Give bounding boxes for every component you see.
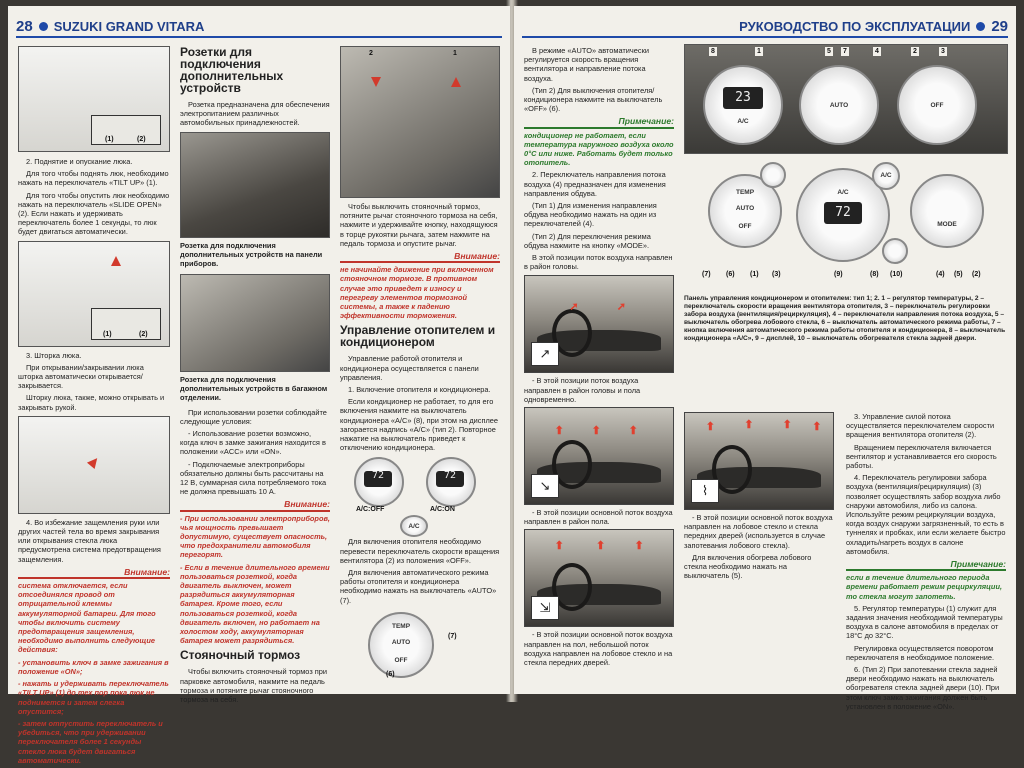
paragraph: При открывании/закрывании люка шторка автоматически открывается/закрывается. [18, 362, 144, 391]
warning-title: Внимание: [180, 500, 330, 511]
warning-step: - затем отпустить переключатель и убедиться, что при удерживании переключателя более 1 секунды стекло люка будет двигаться автоматически. [18, 718, 163, 765]
sunroof-figure-3 [18, 416, 170, 514]
fig-caption-off: A/C:OFF [356, 506, 385, 514]
paragraph: При использовании розетки соблюдайте следующие условия: [180, 407, 327, 426]
small-button[interactable] [760, 162, 786, 188]
paragraph: 3. Управление силой потока осуществляется переключателем скорости вращения вентилятора отопителя (2). [846, 412, 995, 440]
fig-tag: (7) [448, 632, 457, 640]
temp-knob-figure [340, 608, 500, 678]
fig-caption-on: A/C:ON [430, 506, 455, 514]
paragraph: Шторку люка, также, можно открывать и закрывать рукой. [18, 393, 165, 412]
paragraph: (Тип 1) Для изменения направления обдува необходимо нажать на один из переключателей (4). [524, 201, 657, 229]
right-page [514, 6, 1016, 711]
paragraph: - Подключаемые электроприборы обязательно должны быть рассчитаны на 12 В, суммарная сила потребляемого тока не должна превышать 10 А. [180, 459, 327, 497]
fig-tag: (6) [386, 670, 395, 678]
left-col-1 [18, 46, 170, 768]
paragraph: - Использование розетки возможно, когда ключ в замке зажигания находится в положении «ACC» или «ON». [180, 429, 326, 457]
right-col-1 [524, 46, 674, 670]
paragraph: 6. (Тип 2) При запотевании стекла задней двери необходимо нажать на выключатель обогревателя стекла задней двери (10). При этом ключ замка зажигания должен быть установлен в положение «ON». [846, 665, 1000, 711]
paragraph: 3. Шторка люка. [26, 350, 82, 360]
airflow-head-floor-icon: ↘ [531, 474, 559, 498]
paragraph: 2. Переключатель направления потока воздуха (4) предназначен для изменения направления обдува. [524, 170, 666, 198]
paragraph: Для того чтобы поднять люк, необходимо нажать на переключатель «TILT UP» (1). [18, 169, 169, 188]
warning-text: - Если в течение длительного времени пользоваться розеткой, когда двигатель выключен, может разрядиться аккумуляторная батарея. Кроме того, если пользоваться розеткой, когда двигатель включен, но работает на холостом ходу, аккумуляторная батарея может разрядиться. [180, 562, 330, 646]
figure-caption: - В этой позиции основной поток воздуха направлен в район пола. [524, 508, 673, 527]
paragraph: Для включения автоматического режима работы отопителя и кондиционера необходимо нажать на выключатель «AUTO» (7). [340, 568, 497, 605]
fig-tag: 1 [453, 50, 457, 57]
paragraph: 4. Во избежание защемления руки или других частей тела во время закрывания или открывания стекла люка предусмотрена система предотвращения защемления. [18, 517, 161, 564]
warning-step: - нажать и удерживать переключатель «TILT UP» (1) до тех пор пока люк не поднимется и затем слегка опустится; [18, 679, 169, 716]
figure-caption: - В этой позиции поток воздуха направлен в район головы и пола одновременно. [524, 376, 641, 404]
paragraph: Регулировка осуществляется поворотом переключателя в необходимое положение. [846, 643, 995, 662]
right-col-2 [684, 412, 834, 583]
center-display: A/C 72 [796, 168, 890, 262]
paragraph: В режиме «AUTO» автоматически регулируется скорость вращения вентилятора и направление потока воздуха. [524, 46, 649, 83]
warning-text: - При использовании электроприборов, чья мощность превышает допустимую, существует опасность, что предохранители автомобиля перегорят. [180, 513, 330, 560]
defrost-icon: ⌇ [691, 479, 719, 503]
display-dial: 23 A/C [703, 65, 783, 145]
panel-type1-photo: 8 1 5 7 4 2 3 23 A/C AUTO OFF [684, 44, 1008, 154]
left-page-header [16, 16, 204, 36]
left-col-2 [180, 46, 330, 707]
fig-tag: (2) [137, 136, 146, 143]
paragraph: 1. Включение отопителя и кондиционера. [348, 385, 491, 395]
warning-text: система отключается, если отсоединялся провод от отрицательной клеммы аккумуляторной батареи. Для того чтобы включить систему предотвращения защемления, необходимо выполнить следующие действия: [18, 581, 156, 655]
fig-tag: (1) [105, 136, 114, 143]
sunroof-figure-1 [18, 46, 170, 152]
paragraph: Для включения обогрева лобового стекла необходимо нажать на выключатель (5). [684, 552, 812, 581]
bullet-icon [39, 22, 48, 31]
left-col-3 [340, 46, 500, 678]
airflow-defrost-photo: ⬆ ⬆ ⬆ ⬆ ⌇ [684, 412, 834, 510]
arrow-icon [371, 77, 381, 87]
knob-label-temp: TEMP [391, 622, 411, 630]
airflow-head-photo: ➚ ➚ ↗ [524, 275, 674, 373]
paragraph: (Тип 2) Для выключения отопителя/кондиционера нажмите на выключатель «OFF» (6). [524, 85, 663, 114]
paragraph: 4. Переключатель регулировки забора воздуха (вентиляция/рециркуляция) (3) позволяет осуществлять забор воздуха либо снаружи автомобиля, либо из салона. Используйте режим рециркуляции воздуха, когда воздух снаружи загрязненный, то есть в туннелях и пробках, или если желаете быстро охладить/нагреть воздух в салоне автомобиля. [846, 473, 1006, 556]
parking-brake-photo [340, 46, 500, 198]
section-title: Стояночный тормоз [180, 648, 301, 663]
paragraph: (Тип 2) Для переключения режима обдува нажмите на кнопку «MODE». [524, 231, 651, 250]
page-number: 29 [991, 17, 1008, 35]
warning-text: не начинайте движение при включенном стояночном тормозе. В противном случае это приведет к износу и перегреву элементов тормозной системы, а также к падению эффективности торможения. [340, 265, 494, 321]
paragraph: Чтобы выключить стояночный тормоз, потяните рычаг стояночного тормоза на себя, нажмите и удерживайте кнопку, находящуюся в торце рукоятки рычага, затем нажмите на педаль тормоза и опустите рычаг. [340, 202, 498, 248]
right-col-3 [846, 412, 1006, 714]
paragraph: Для включения отопителя необходимо перевести переключатель скорости вращения вентилятора (2) из положения «OFF». [340, 537, 500, 565]
page-number: 28 [16, 17, 33, 35]
airflow-head-icon: ↗ [531, 342, 559, 366]
arrow-icon [451, 77, 461, 87]
temp-display: 23 [723, 87, 763, 109]
warning-step: - установить ключ в замке зажигания в положение «ON»; [18, 657, 169, 676]
figure-caption: Розетка для подключения дополнительных устройств на панели приборов. [180, 240, 323, 268]
paragraph: В этой позиции поток воздуха направлен в район головы. [524, 253, 673, 272]
figure-caption: Розетка для подключения дополнительных устройств в багажном отделении. [180, 374, 328, 402]
socket-trunk-photo [180, 274, 330, 372]
display-on-dial: 72 [426, 457, 476, 507]
socket-dash-photo [180, 132, 330, 238]
airflow-floor-icon: ⇲ [531, 596, 559, 620]
note-text: кондиционер не работает, если температура наружного воздуха около 0°С или ниже. Работать будет только отопитель. [524, 130, 674, 168]
paragraph: Розетка предназначена для обеспечения электропитанием различных автомобильных принадлежностей. [180, 100, 330, 128]
fig-tag: 2 [369, 50, 373, 57]
airflow-floor-photo: ⬆ ⬆ ⬆ ⇲ [524, 529, 674, 627]
arrow-icon [87, 455, 101, 469]
section-title: Розетки для подключения дополнительных устройств [180, 45, 284, 95]
bullet-icon [976, 22, 985, 31]
fig-tag: (2) [139, 330, 148, 338]
figure-caption: - В этой позиции основной поток воздуха направлен на пол, небольшой поток воздуха направлен на лобовое стекло и на стекла передних дверей. [524, 630, 673, 668]
paragraph: Управление работой отопителя и кондиционера осуществляется с панели управления. [340, 354, 479, 382]
temp-knob[interactable]: TEMP AUTO OFF [708, 174, 782, 248]
ac-button[interactable]: A/C [872, 162, 900, 190]
paragraph: Если кондиционер не работает, то для его включения нажмите на выключатель кондиционера «A/C» (8), при этом на дисплее загорается надпись «A/C» (тип 2). Повторное нажатие на выключатель приведет к отключению кондиционера. [340, 397, 498, 453]
sunroof-figure-2 [18, 241, 170, 347]
switch-inset [91, 308, 161, 340]
ac-display-figure [340, 455, 500, 533]
note-text: если в течение длительного периода времени работает режим рециркуляции, то стекла могут запотеть. [846, 573, 1003, 601]
figure-caption: - В этой позиции основной поток воздуха направлен на лобовое стекло и стекла передних дверей (используется в случае запотевания лобового стекла). [684, 513, 833, 550]
paragraph: Для того чтобы опустить люк необходимо нажать на переключатель «SLIDE OPEN» (2). Если нажать и удерживать переключатель более 1 секунды, то люк будет двигаться автоматически. [18, 190, 170, 237]
paragraph: 2. Поднятие и опускание люка. [26, 157, 133, 166]
paragraph: Чтобы включить стояночный тормоз при парковке автомобиля, нажмите на педаль тормоза и потяните рычаг стояночного тормоза на себя. [180, 667, 328, 705]
panel-caption: Панель управления кондиционером и отопителем: тип 1; 2. 1 – регулятор температуры, 2 – переключатель скорости вращения вентилятора отопителя, 3 – переключатель регулировки забора воздуха (вентиляция/рециркуляция), 4 – переключатели направления потока воздуха, 5 – выключатель обогрева лобового стекла, 6 – выключатель автоматического режима работы, 7 – кнопка включения автоматического режима работы отопителя и кондиционера, 8 – выключатель кондиционера «A/C», 9 – дисплей, 10 – выключатель обогревателя стекла задней двери. [684, 295, 1006, 342]
temp-knob [368, 612, 434, 678]
ac-button: A/C [400, 515, 428, 537]
warning-title: Внимание: [340, 252, 500, 263]
fig-tag: (1) [103, 330, 112, 338]
note-title: Примечание: [524, 117, 674, 128]
fan-dial: OFF [897, 65, 977, 145]
display-off-dial: 72 [354, 457, 404, 507]
paragraph: 5. Регулятор температуры (1) служит для задания значения необходимой температуры воздуха в салоне автомобиля в пределах от 18°С до 32°С. [846, 603, 1003, 641]
knob-label-auto: AUTO [391, 638, 411, 646]
right-page-header [739, 16, 1008, 36]
brand-title: SUZUKI GRAND VITARA [53, 18, 205, 34]
manual-title: РУКОВОДСТВО ПО ЭКСПЛУАТАЦИИ [739, 18, 971, 34]
panel-figure [684, 44, 1008, 349]
mode-knob[interactable]: MODE [910, 174, 984, 248]
mode-dial: AUTO [799, 65, 879, 145]
header-rule [16, 36, 502, 38]
paragraph: Вращением переключателя включается вентилятор и устанавливается его скорость работы. [846, 442, 997, 471]
header-rule [522, 36, 1008, 38]
knob-label-off: OFF [394, 656, 408, 664]
section-title: Управление отопителем и кондиционером [340, 323, 496, 350]
switch-inset [91, 115, 161, 145]
rear-defrost-button[interactable] [882, 238, 908, 264]
panel-type2-diagram: TEMP AUTO OFF A/C 72 A/C MODE (7) (6) (1) (3) (9) (8) (10) (4) (5) (2) [684, 160, 1008, 292]
arrow-icon [111, 256, 121, 266]
left-page [8, 6, 510, 765]
airflow-head-floor-photo: ⬆ ⬆ ⬆ ↘ [524, 407, 674, 505]
warning-title: Внимание: [18, 568, 170, 579]
note-title: Примечание: [846, 560, 1006, 571]
